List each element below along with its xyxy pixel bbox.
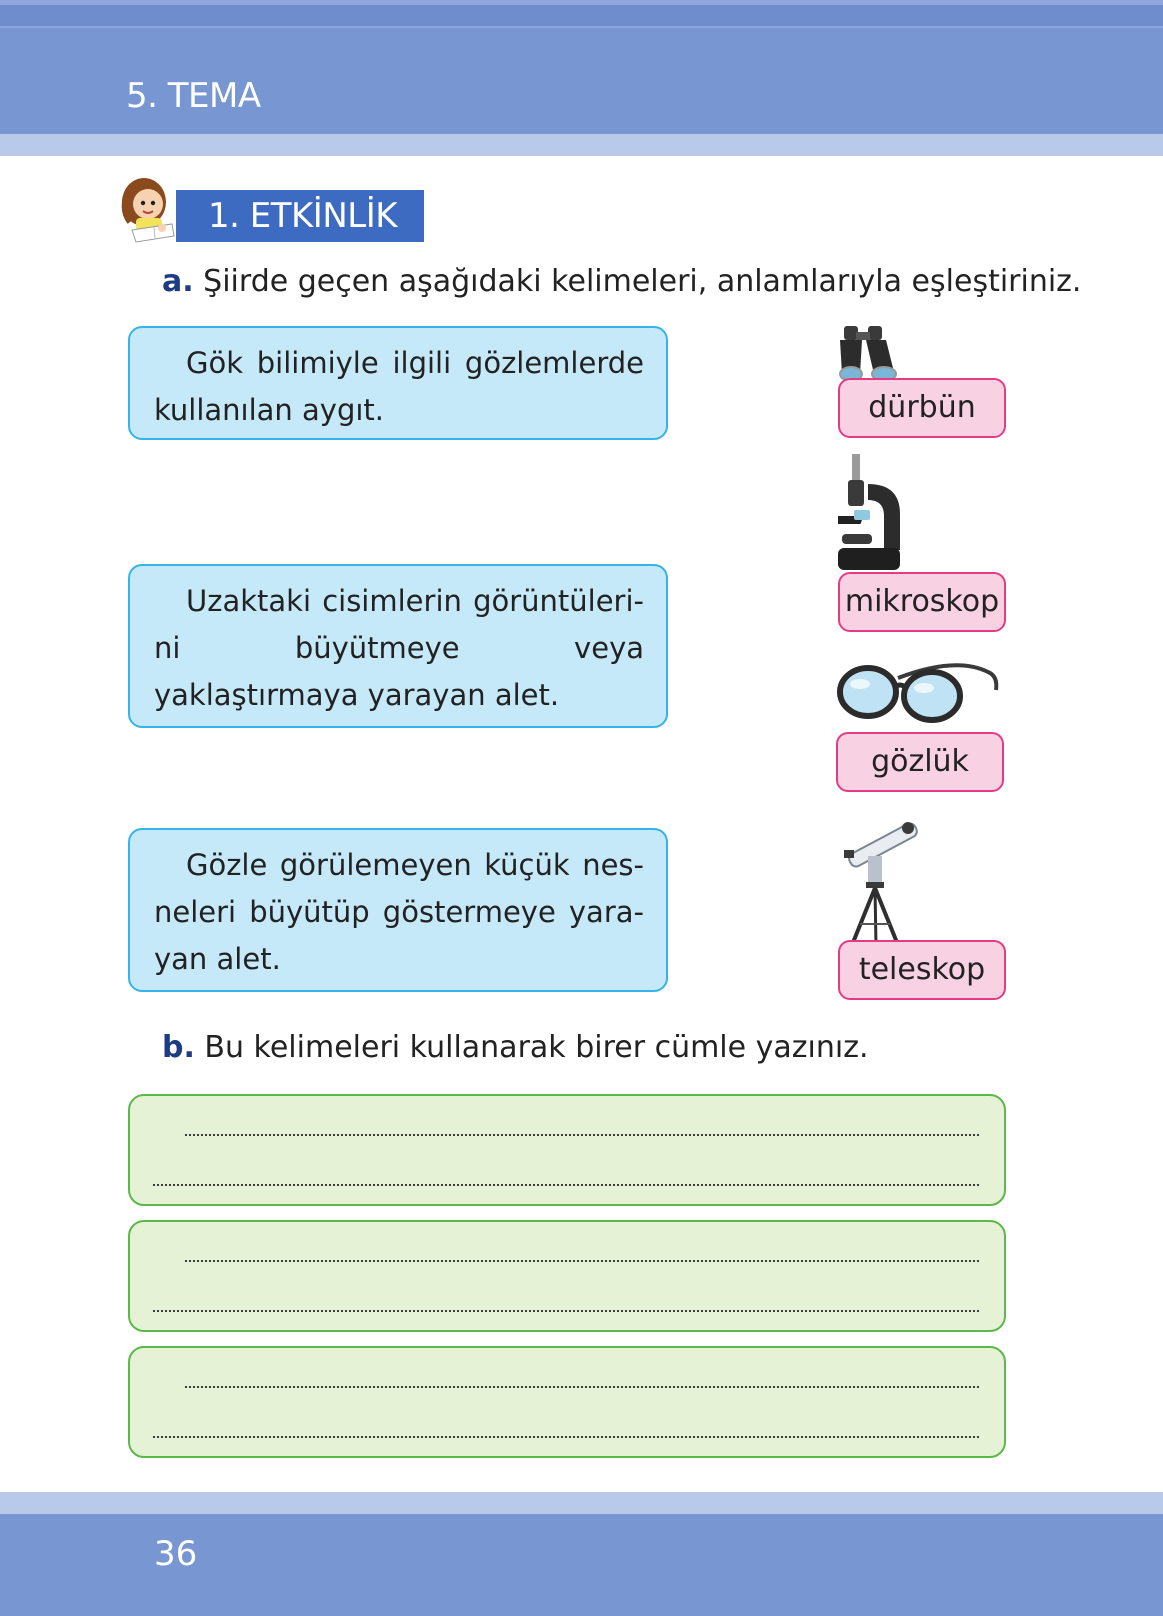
word-label-gozluk: gözlük bbox=[871, 744, 969, 779]
header-stripe bbox=[0, 134, 1163, 156]
girl-reading-icon bbox=[114, 172, 194, 248]
writing-box-2[interactable] bbox=[128, 1220, 1006, 1332]
theme-title: 5. TEMA bbox=[126, 76, 261, 116]
telescope-icon bbox=[836, 816, 922, 952]
definition-text-3: Gözle görülemeyen küçük nes-neleri büyütüp göstermeye yara-yan alet. bbox=[154, 848, 644, 976]
definition-box-1[interactable] bbox=[128, 326, 668, 440]
header-top-bar bbox=[0, 0, 1163, 26]
page-number: 36 bbox=[154, 1534, 198, 1574]
question-a-text: Şiirde geçen aşağıdaki kelimeleri, anlamlarıyla eşleştiriniz. bbox=[193, 264, 1082, 299]
dotted-line[interactable] bbox=[152, 1310, 980, 1312]
definition-box-2[interactable] bbox=[128, 564, 668, 728]
question-a bbox=[162, 264, 1081, 299]
definition-box-3[interactable] bbox=[128, 828, 668, 992]
question-b-text: Bu kelimeleri kullanarak birer cümle yazınız. bbox=[194, 1030, 869, 1065]
word-box-gozluk[interactable] bbox=[836, 732, 1004, 792]
question-a-letter: a. bbox=[162, 264, 194, 299]
word-label-mikroskop: mikroskop bbox=[844, 584, 1000, 619]
dotted-line[interactable] bbox=[184, 1134, 980, 1136]
activity-label: 1. ETKİNLİK bbox=[176, 190, 424, 242]
definition-text-2: Uzaktaki cisimlerin görüntüleri-ni büyütmeye veya yaklaştırmaya yarayan alet. bbox=[154, 584, 644, 712]
dotted-line[interactable] bbox=[152, 1184, 980, 1186]
writing-box-1[interactable] bbox=[128, 1094, 1006, 1206]
definition-text-1: Gök bilimiyle ilgili gözlemlerde kullanılan aygıt. bbox=[154, 346, 644, 427]
writing-box-3[interactable] bbox=[128, 1346, 1006, 1458]
dotted-line[interactable] bbox=[184, 1260, 980, 1262]
word-label-durbun: dürbün bbox=[868, 390, 976, 425]
binoculars-icon bbox=[836, 324, 908, 386]
footer-stripe bbox=[0, 1492, 1163, 1514]
word-box-teleskop[interactable] bbox=[838, 940, 1006, 1000]
dotted-line[interactable] bbox=[184, 1386, 980, 1388]
microscope-icon bbox=[838, 454, 910, 574]
word-box-durbun[interactable] bbox=[838, 378, 1006, 438]
dotted-line[interactable] bbox=[152, 1436, 980, 1438]
glasses-icon bbox=[836, 650, 1002, 730]
word-label-teleskop: teleskop bbox=[858, 952, 986, 987]
question-b-letter: b. bbox=[162, 1030, 195, 1065]
question-b bbox=[162, 1030, 868, 1065]
word-box-mikroskop[interactable] bbox=[838, 572, 1006, 632]
